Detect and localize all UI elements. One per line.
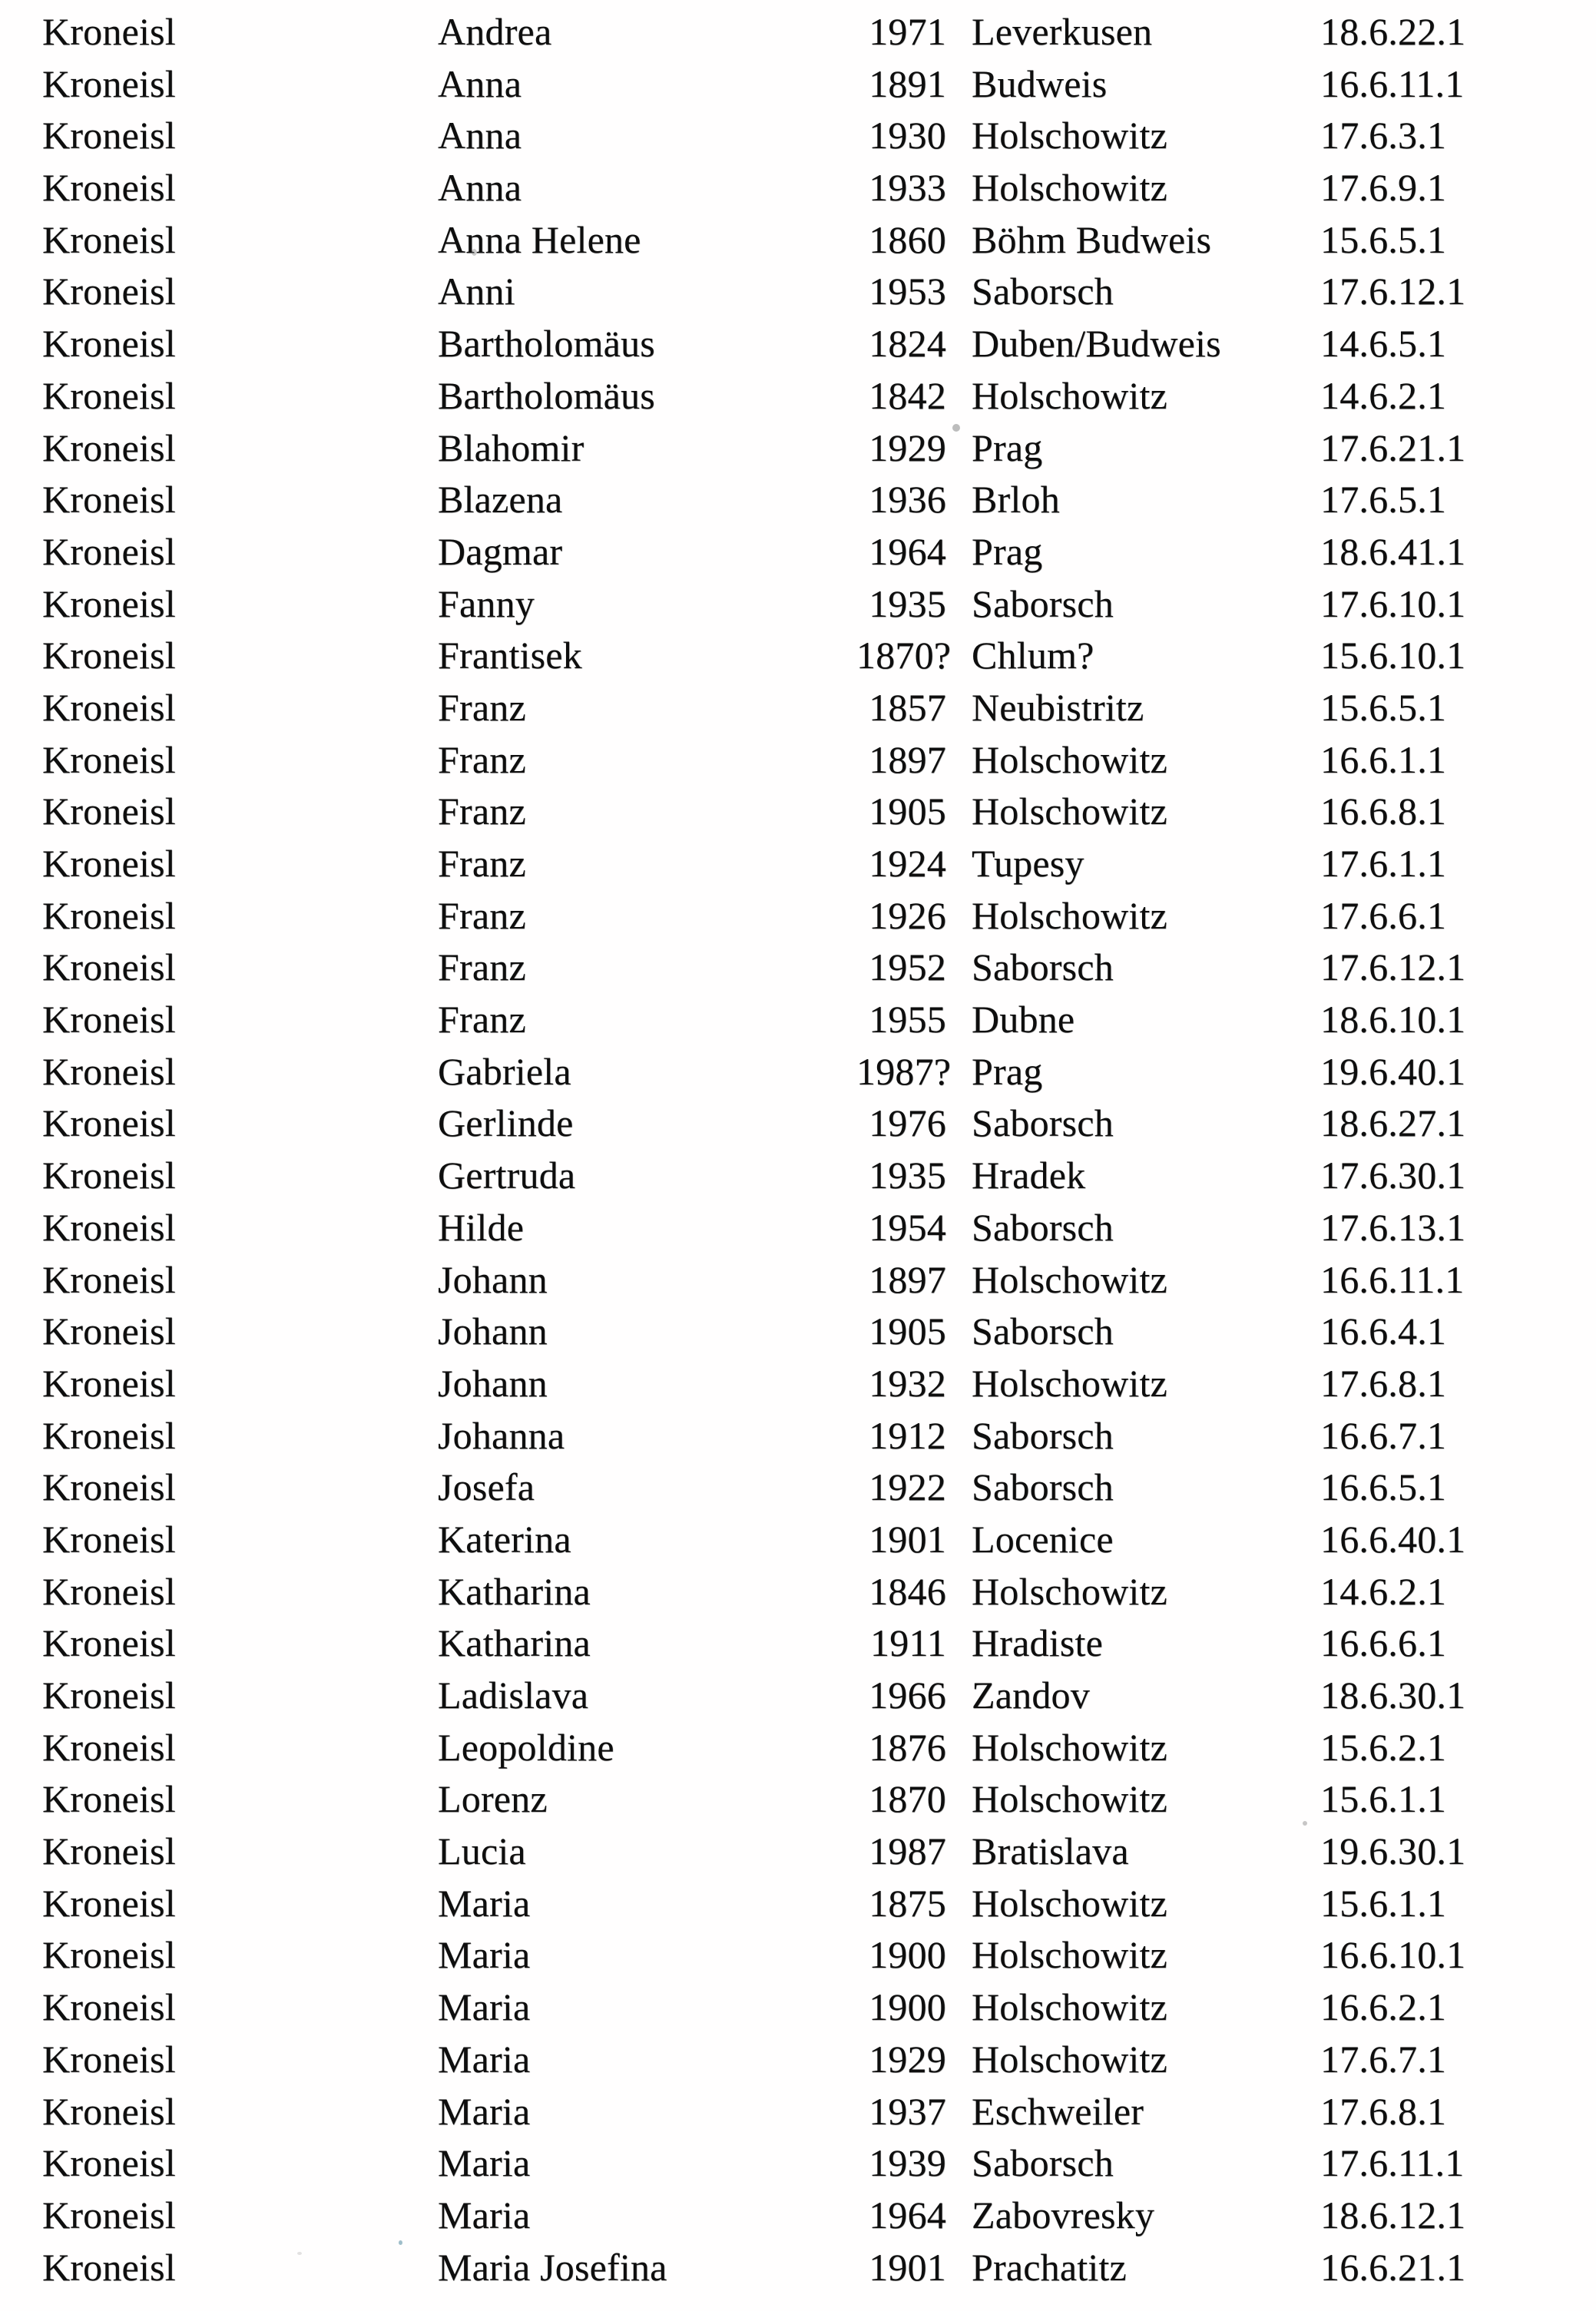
cell-reference: 15.6.10.1 bbox=[1320, 634, 1466, 677]
cell-surname: Kroneisl bbox=[42, 945, 176, 989]
table-row bbox=[0, 734, 1596, 786]
cell-place: Holschowitz bbox=[972, 1569, 1167, 1613]
cell-birth-year: 1964 bbox=[869, 2193, 946, 2237]
scan-speck bbox=[1303, 1821, 1307, 1826]
cell-reference: 16.6.11.1 bbox=[1320, 61, 1465, 105]
cell-surname: Kroneisl bbox=[42, 1985, 176, 2029]
table-row bbox=[0, 1254, 1596, 1306]
cell-birth-year: 1901 bbox=[869, 1517, 946, 1561]
cell-place: Holschowitz bbox=[972, 2037, 1167, 2081]
cell-birth-year: 1955 bbox=[869, 998, 946, 1041]
cell-reference: 17.6.1.1 bbox=[1320, 842, 1447, 885]
cell-given-name: Blazena bbox=[438, 478, 563, 521]
cell-birth-year: 1912 bbox=[869, 1413, 946, 1457]
cell-surname: Kroneisl bbox=[42, 10, 176, 53]
cell-reference: 17.6.9.1 bbox=[1320, 166, 1447, 210]
cell-reference: 16.6.1.1 bbox=[1320, 737, 1447, 781]
cell-birth-year: 1876 bbox=[869, 1725, 946, 1769]
cell-birth-year: 1933 bbox=[869, 166, 946, 210]
cell-place: Leverkusen bbox=[972, 10, 1153, 53]
cell-given-name: Maria bbox=[438, 1881, 531, 1925]
table-row bbox=[0, 162, 1596, 214]
table-row bbox=[0, 526, 1596, 578]
cell-given-name: Anna Helene bbox=[438, 217, 641, 261]
cell-place: Holschowitz bbox=[972, 893, 1167, 937]
cell-place: Prag bbox=[972, 529, 1043, 573]
scan-speck bbox=[297, 2252, 302, 2255]
cell-reference: 17.6.7.1 bbox=[1320, 2037, 1447, 2081]
cell-given-name: Johann bbox=[438, 1309, 548, 1353]
cell-given-name: Maria Josefina bbox=[438, 2245, 667, 2289]
cell-birth-year: 1900 bbox=[869, 1933, 946, 1977]
table-row bbox=[0, 1462, 1596, 1514]
cell-given-name: Johanna bbox=[438, 1413, 565, 1457]
cell-reference: 17.6.21.1 bbox=[1320, 425, 1466, 469]
cell-reference: 17.6.12.1 bbox=[1320, 270, 1466, 313]
cell-surname: Kroneisl bbox=[42, 998, 176, 1041]
cell-surname: Kroneisl bbox=[42, 685, 176, 729]
cell-place: Prachatitz bbox=[972, 2245, 1127, 2289]
cell-surname: Kroneisl bbox=[42, 217, 176, 261]
cell-reference: 16.6.7.1 bbox=[1320, 1413, 1447, 1457]
cell-birth-year: 1897 bbox=[869, 737, 946, 781]
cell-surname: Kroneisl bbox=[42, 1725, 176, 1769]
table-row bbox=[0, 1566, 1596, 1618]
cell-birth-year: 1924 bbox=[869, 842, 946, 885]
cell-birth-year: 1929 bbox=[869, 425, 946, 469]
cell-given-name: Franz bbox=[438, 842, 526, 885]
cell-birth-year: 1932 bbox=[869, 1361, 946, 1405]
table-row bbox=[0, 682, 1596, 734]
cell-birth-year: 1936 bbox=[869, 478, 946, 521]
cell-place: Zandov bbox=[972, 1674, 1090, 1717]
cell-surname: Kroneisl bbox=[42, 1881, 176, 1925]
cell-surname: Kroneisl bbox=[42, 2245, 176, 2289]
cell-surname: Kroneisl bbox=[42, 2141, 176, 2185]
cell-birth-year: 1952 bbox=[869, 945, 946, 989]
table-row bbox=[0, 2137, 1596, 2190]
cell-place: Holschowitz bbox=[972, 1777, 1167, 1821]
cell-place: Holschowitz bbox=[972, 1881, 1167, 1925]
cell-birth-year: 1929 bbox=[869, 2037, 946, 2081]
cell-reference: 16.6.6.1 bbox=[1320, 1621, 1447, 1665]
cell-reference: 14.6.2.1 bbox=[1320, 1569, 1447, 1613]
cell-given-name: Leopoldine bbox=[438, 1725, 614, 1769]
cell-reference: 19.6.30.1 bbox=[1320, 1829, 1466, 1873]
table-row bbox=[0, 1150, 1596, 1202]
cell-place: Hradiste bbox=[972, 1621, 1103, 1665]
cell-place: Holschowitz bbox=[972, 166, 1167, 210]
cell-reference: 17.6.5.1 bbox=[1320, 478, 1447, 521]
cell-birth-year: 1954 bbox=[869, 1205, 946, 1249]
cell-birth-year: 1976 bbox=[869, 1101, 946, 1145]
cell-birth-year: 1926 bbox=[869, 893, 946, 937]
cell-place: Budweis bbox=[972, 61, 1108, 105]
cell-surname: Kroneisl bbox=[42, 2089, 176, 2133]
name-list bbox=[0, 6, 1596, 2293]
cell-surname: Kroneisl bbox=[42, 61, 176, 105]
cell-reference: 16.6.2.1 bbox=[1320, 1985, 1447, 2029]
cell-given-name: Franz bbox=[438, 790, 526, 833]
cell-reference: 16.6.5.1 bbox=[1320, 1465, 1447, 1509]
cell-reference: 14.6.2.1 bbox=[1320, 373, 1447, 417]
cell-given-name: Bartholomäus bbox=[438, 373, 655, 417]
cell-place: Eschweiler bbox=[972, 2089, 1144, 2133]
cell-surname: Kroneisl bbox=[42, 737, 176, 781]
cell-surname: Kroneisl bbox=[42, 114, 176, 157]
cell-place: Holschowitz bbox=[972, 1361, 1167, 1405]
table-row bbox=[0, 786, 1596, 838]
table-row bbox=[0, 6, 1596, 58]
cell-place: Saborsch bbox=[972, 2141, 1114, 2185]
cell-place: Brloh bbox=[972, 478, 1060, 521]
cell-surname: Kroneisl bbox=[42, 1101, 176, 1145]
cell-surname: Kroneisl bbox=[42, 322, 176, 366]
cell-reference: 16.6.21.1 bbox=[1320, 2245, 1466, 2289]
cell-birth-year: 1987? bbox=[856, 1049, 952, 1093]
cell-birth-year: 1911 bbox=[870, 1621, 946, 1665]
cell-given-name: Anna bbox=[438, 61, 522, 105]
cell-given-name: Maria bbox=[438, 1933, 531, 1977]
cell-surname: Kroneisl bbox=[42, 425, 176, 469]
cell-birth-year: 1966 bbox=[869, 1674, 946, 1717]
cell-birth-year: 1846 bbox=[869, 1569, 946, 1613]
table-row bbox=[0, 1098, 1596, 1150]
table-row bbox=[0, 266, 1596, 318]
cell-place: Holschowitz bbox=[972, 114, 1167, 157]
cell-given-name: Blahomir bbox=[438, 425, 584, 469]
table-row bbox=[0, 318, 1596, 370]
cell-reference: 17.6.3.1 bbox=[1320, 114, 1447, 157]
cell-reference: 15.6.5.1 bbox=[1320, 685, 1447, 729]
cell-given-name: Franz bbox=[438, 998, 526, 1041]
cell-reference: 18.6.22.1 bbox=[1320, 10, 1466, 53]
cell-reference: 17.6.10.1 bbox=[1320, 581, 1466, 625]
cell-place: Holschowitz bbox=[972, 1985, 1167, 2029]
cell-given-name: Maria bbox=[438, 2037, 531, 2081]
cell-given-name: Josefa bbox=[438, 1465, 535, 1509]
cell-birth-year: 1900 bbox=[869, 1985, 946, 2029]
cell-given-name: Johann bbox=[438, 1257, 548, 1301]
table-row bbox=[0, 1306, 1596, 1358]
table-row bbox=[0, 1826, 1596, 1878]
cell-surname: Kroneisl bbox=[42, 373, 176, 417]
cell-birth-year: 1987 bbox=[869, 1829, 946, 1873]
cell-surname: Kroneisl bbox=[42, 1154, 176, 1197]
cell-reference: 17.6.13.1 bbox=[1320, 1205, 1466, 1249]
cell-given-name: Katharina bbox=[438, 1621, 591, 1665]
cell-reference: 15.6.1.1 bbox=[1320, 1881, 1447, 1925]
table-row bbox=[0, 1670, 1596, 1722]
table-row bbox=[0, 1982, 1596, 2034]
cell-given-name: Maria bbox=[438, 1985, 531, 2029]
cell-birth-year: 1905 bbox=[869, 790, 946, 833]
cell-surname: Kroneisl bbox=[42, 790, 176, 833]
cell-place: Saborsch bbox=[972, 581, 1114, 625]
cell-given-name: Gabriela bbox=[438, 1049, 571, 1093]
cell-reference: 16.6.11.1 bbox=[1320, 1257, 1465, 1301]
cell-given-name: Bartholomäus bbox=[438, 322, 655, 366]
table-row bbox=[0, 890, 1596, 942]
cell-given-name: Frantisek bbox=[438, 634, 582, 677]
table-row bbox=[0, 474, 1596, 526]
cell-surname: Kroneisl bbox=[42, 1257, 176, 1301]
cell-place: Holschowitz bbox=[972, 373, 1167, 417]
cell-birth-year: 1857 bbox=[869, 685, 946, 729]
cell-reference: 15.6.1.1 bbox=[1320, 1777, 1447, 1821]
cell-reference: 18.6.12.1 bbox=[1320, 2193, 1466, 2237]
cell-birth-year: 1937 bbox=[869, 2089, 946, 2133]
cell-reference: 18.6.30.1 bbox=[1320, 1674, 1466, 1717]
table-row bbox=[0, 2086, 1596, 2138]
cell-place: Dubne bbox=[972, 998, 1075, 1041]
cell-reference: 18.6.10.1 bbox=[1320, 998, 1466, 1041]
cell-place: Saborsch bbox=[972, 1205, 1114, 1249]
cell-birth-year: 1824 bbox=[869, 322, 946, 366]
cell-given-name: Anni bbox=[438, 270, 515, 313]
cell-surname: Kroneisl bbox=[42, 1517, 176, 1561]
cell-birth-year: 1897 bbox=[869, 1257, 946, 1301]
table-row bbox=[0, 994, 1596, 1046]
table-row bbox=[0, 2034, 1596, 2086]
cell-reference: 18.6.27.1 bbox=[1320, 1101, 1466, 1145]
table-row bbox=[0, 110, 1596, 162]
cell-given-name: Gerlinde bbox=[438, 1101, 574, 1145]
cell-surname: Kroneisl bbox=[42, 2037, 176, 2081]
scan-speck bbox=[127, 2223, 133, 2227]
scan-speck bbox=[952, 424, 960, 432]
cell-birth-year: 1953 bbox=[869, 270, 946, 313]
table-row bbox=[0, 1773, 1596, 1826]
cell-given-name: Maria bbox=[438, 2193, 531, 2237]
cell-birth-year: 1870 bbox=[869, 1777, 946, 1821]
cell-surname: Kroneisl bbox=[42, 1569, 176, 1613]
table-row bbox=[0, 370, 1596, 422]
cell-surname: Kroneisl bbox=[42, 529, 176, 573]
cell-place: Saborsch bbox=[972, 945, 1114, 989]
cell-given-name: Andrea bbox=[438, 10, 552, 53]
scan-speck bbox=[472, 249, 477, 256]
cell-given-name: Katerina bbox=[438, 1517, 571, 1561]
cell-reference: 19.6.40.1 bbox=[1320, 1049, 1466, 1093]
cell-birth-year: 1860 bbox=[869, 217, 946, 261]
cell-given-name: Franz bbox=[438, 685, 526, 729]
cell-reference: 14.6.5.1 bbox=[1320, 322, 1447, 366]
cell-place: Neubistritz bbox=[972, 685, 1144, 729]
cell-surname: Kroneisl bbox=[42, 166, 176, 210]
cell-birth-year: 1935 bbox=[869, 581, 946, 625]
cell-given-name: Hilde bbox=[438, 1205, 525, 1249]
cell-surname: Kroneisl bbox=[42, 1621, 176, 1665]
cell-place: Holschowitz bbox=[972, 1933, 1167, 1977]
cell-reference: 17.6.8.1 bbox=[1320, 1361, 1447, 1405]
cell-given-name: Lucia bbox=[438, 1829, 526, 1873]
cell-surname: Kroneisl bbox=[42, 1829, 176, 1873]
table-row bbox=[0, 58, 1596, 111]
cell-surname: Kroneisl bbox=[42, 1361, 176, 1405]
cell-place: Saborsch bbox=[972, 1309, 1114, 1353]
table-row bbox=[0, 838, 1596, 890]
cell-birth-year: 1939 bbox=[869, 2141, 946, 2185]
cell-place: Saborsch bbox=[972, 1413, 1114, 1457]
cell-place: Böhm Budweis bbox=[972, 217, 1212, 261]
table-row bbox=[0, 942, 1596, 994]
cell-surname: Kroneisl bbox=[42, 1933, 176, 1977]
cell-reference: 17.6.30.1 bbox=[1320, 1154, 1466, 1197]
cell-reference: 16.6.10.1 bbox=[1320, 1933, 1466, 1977]
cell-birth-year: 1930 bbox=[869, 114, 946, 157]
cell-place: Saborsch bbox=[972, 1101, 1114, 1145]
cell-given-name: Ladislava bbox=[438, 1674, 589, 1717]
cell-place: Hradek bbox=[972, 1154, 1086, 1197]
cell-birth-year: 1964 bbox=[869, 529, 946, 573]
cell-birth-year: 1901 bbox=[869, 2245, 946, 2289]
cell-surname: Kroneisl bbox=[42, 634, 176, 677]
cell-surname: Kroneisl bbox=[42, 1309, 176, 1353]
cell-place: Prag bbox=[972, 1049, 1043, 1093]
cell-birth-year: 1935 bbox=[869, 1154, 946, 1197]
table-row bbox=[0, 1046, 1596, 1098]
cell-reference: 16.6.8.1 bbox=[1320, 790, 1447, 833]
cell-reference: 17.6.6.1 bbox=[1320, 893, 1447, 937]
cell-place: Tupesy bbox=[972, 842, 1084, 885]
cell-place: Holschowitz bbox=[972, 737, 1167, 781]
cell-place: Saborsch bbox=[972, 270, 1114, 313]
table-row bbox=[0, 630, 1596, 682]
cell-reference: 18.6.41.1 bbox=[1320, 529, 1466, 573]
cell-given-name: Dagmar bbox=[438, 529, 563, 573]
cell-surname: Kroneisl bbox=[42, 842, 176, 885]
cell-reference: 17.6.11.1 bbox=[1320, 2141, 1465, 2185]
cell-reference: 16.6.4.1 bbox=[1320, 1309, 1447, 1353]
cell-surname: Kroneisl bbox=[42, 270, 176, 313]
cell-place: Holschowitz bbox=[972, 790, 1167, 833]
table-row bbox=[0, 1929, 1596, 1982]
cell-given-name: Johann bbox=[438, 1361, 548, 1405]
cell-surname: Kroneisl bbox=[42, 1049, 176, 1093]
table-row bbox=[0, 422, 1596, 475]
cell-birth-year: 1875 bbox=[869, 1881, 946, 1925]
cell-given-name: Anna bbox=[438, 166, 522, 210]
cell-reference: 17.6.8.1 bbox=[1320, 2089, 1447, 2133]
cell-given-name: Lorenz bbox=[438, 1777, 548, 1821]
cell-given-name: Gertruda bbox=[438, 1154, 576, 1197]
table-row bbox=[0, 214, 1596, 267]
cell-place: Saborsch bbox=[972, 1465, 1114, 1509]
cell-surname: Kroneisl bbox=[42, 581, 176, 625]
cell-surname: Kroneisl bbox=[42, 1777, 176, 1821]
cell-reference: 16.6.40.1 bbox=[1320, 1517, 1466, 1561]
scan-speck bbox=[399, 2240, 402, 2245]
table-row bbox=[0, 2242, 1596, 2294]
cell-reference: 17.6.12.1 bbox=[1320, 945, 1466, 989]
cell-surname: Kroneisl bbox=[42, 1674, 176, 1717]
cell-place: Bratislava bbox=[972, 1829, 1129, 1873]
cell-place: Locenice bbox=[972, 1517, 1114, 1561]
cell-given-name: Maria bbox=[438, 2141, 531, 2185]
table-row bbox=[0, 1358, 1596, 1410]
cell-surname: Kroneisl bbox=[42, 1413, 176, 1457]
table-row bbox=[0, 1202, 1596, 1254]
cell-given-name: Katharina bbox=[438, 1569, 591, 1613]
cell-place: Prag bbox=[972, 425, 1043, 469]
cell-reference: 15.6.5.1 bbox=[1320, 217, 1447, 261]
table-row bbox=[0, 1514, 1596, 1566]
cell-reference: 15.6.2.1 bbox=[1320, 1725, 1447, 1769]
cell-given-name: Anna bbox=[438, 114, 522, 157]
cell-surname: Kroneisl bbox=[42, 1205, 176, 1249]
table-row bbox=[0, 2190, 1596, 2242]
cell-given-name: Fanny bbox=[438, 581, 535, 625]
cell-birth-year: 1905 bbox=[869, 1309, 946, 1353]
table-row bbox=[0, 1410, 1596, 1462]
table-row bbox=[0, 1617, 1596, 1670]
table-row bbox=[0, 578, 1596, 631]
cell-place: Zabovresky bbox=[972, 2193, 1155, 2237]
cell-given-name: Franz bbox=[438, 737, 526, 781]
cell-given-name: Franz bbox=[438, 893, 526, 937]
cell-place: Chlum? bbox=[972, 634, 1094, 677]
table-row bbox=[0, 1878, 1596, 1930]
cell-given-name: Franz bbox=[438, 945, 526, 989]
cell-birth-year: 1971 bbox=[869, 10, 946, 53]
cell-birth-year: 1870? bbox=[856, 634, 952, 677]
cell-place: Holschowitz bbox=[972, 1257, 1167, 1301]
cell-birth-year: 1891 bbox=[869, 61, 946, 105]
cell-place: Duben/Budweis bbox=[972, 322, 1221, 366]
table-row bbox=[0, 1722, 1596, 1774]
cell-given-name: Maria bbox=[438, 2089, 531, 2133]
cell-birth-year: 1842 bbox=[869, 373, 946, 417]
cell-surname: Kroneisl bbox=[42, 2193, 176, 2237]
cell-place: Holschowitz bbox=[972, 1725, 1167, 1769]
cell-surname: Kroneisl bbox=[42, 893, 176, 937]
cell-surname: Kroneisl bbox=[42, 478, 176, 521]
cell-birth-year: 1922 bbox=[869, 1465, 946, 1509]
cell-surname: Kroneisl bbox=[42, 1465, 176, 1509]
